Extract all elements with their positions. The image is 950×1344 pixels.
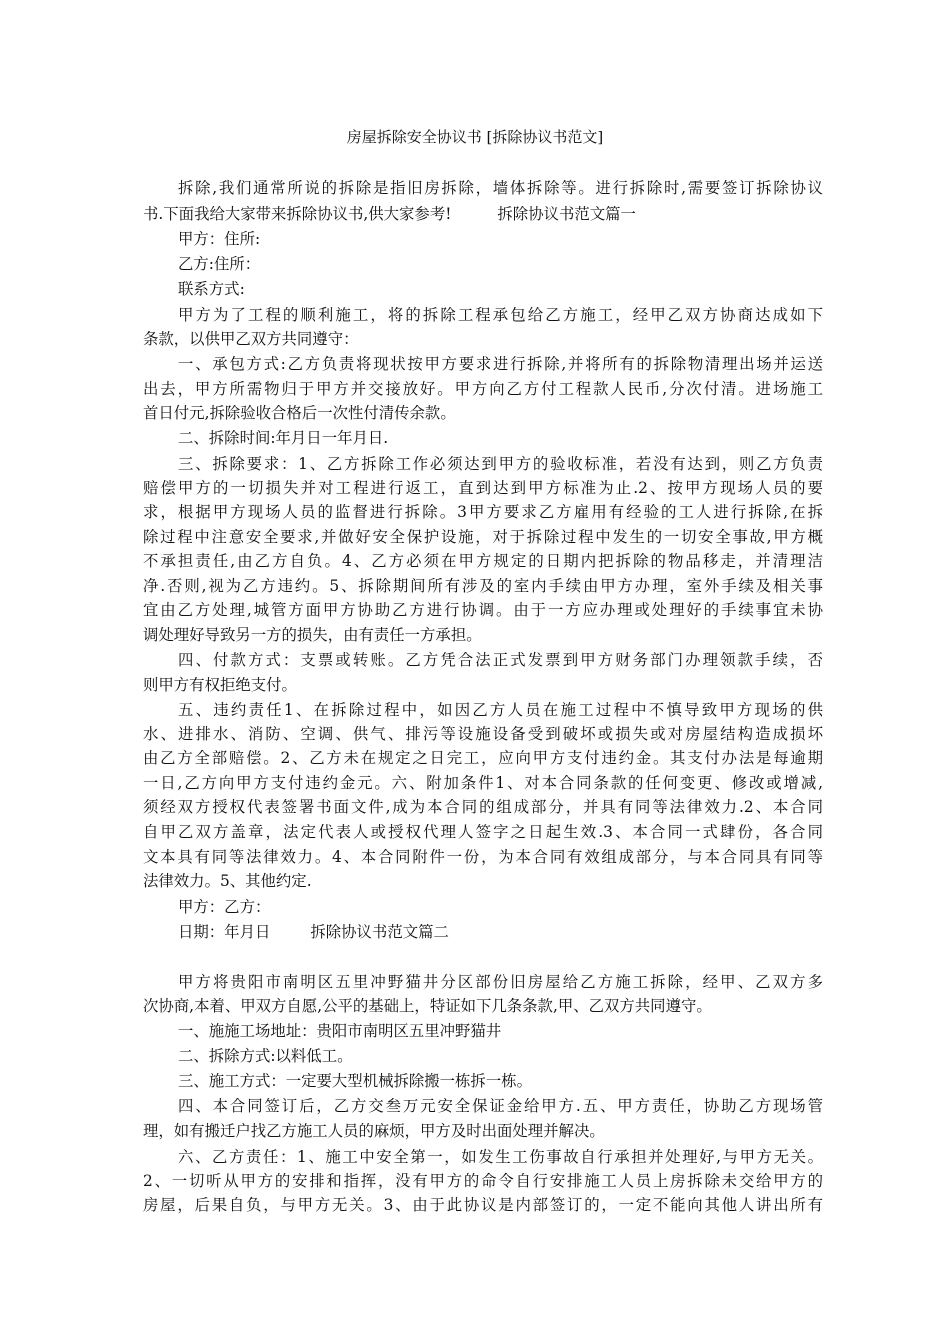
- paragraph-line: 理，如有搬迁户找乙方施工人员的麻烦，甲方及时出面处理并解决。: [143, 1122, 605, 1140]
- paragraph-line: 由乙方全部赔偿。2、乙方未在规定之日完工，应向甲方支付违约金。其支付办法是每逾期: [143, 749, 823, 767]
- paragraph-line: 三、施工方式：一定要大型机械拆除搬一栋拆一栋。: [178, 1072, 532, 1090]
- paragraph-line: 法律效力。5、其他约定.: [143, 872, 312, 890]
- date-text: 日期：年月日: [178, 923, 271, 941]
- paragraph-line: 赔偿甲方的一切损失并对工程进行返工，直到达到甲方标准为止.2、按甲方现场人员的要: [143, 479, 823, 497]
- paragraph-line: 首日付元,拆除验收合格后一次性付清传余款。: [143, 404, 456, 422]
- date-line: [178, 920, 823, 944]
- paragraph-line: 除过程中注意安全要求,并做好安全保护设施，对于拆除过程中发生的一切安全事故,甲方概: [143, 528, 823, 546]
- paragraph-line: 则甲方有权拒绝支付。: [143, 676, 297, 694]
- paragraph-line: 甲方为了工程的顺利施工，将的拆除工程承包给乙方施工，经甲乙双方协商达成如下: [178, 306, 823, 324]
- paragraph-line: 文本具有同等法律效力。4、本合同附件一份，为本合同有效组成部分，与本合同具有同等: [143, 848, 823, 866]
- party-a-line: 甲方：住所:: [178, 230, 261, 248]
- paragraph-line: 三、拆除要求：1、乙方拆除工作必须达到甲方的验收标准，若没有达到，则乙方负责: [178, 455, 823, 473]
- signature-line: 甲方：乙方：: [178, 898, 271, 916]
- paragraph-line: 自甲乙双方盖章，法定代表人或授权代理人签字之日起生效.3、本合同一式肆份，各合同: [143, 823, 823, 841]
- paragraph-line: 一、承包方式:乙方负责将现状按甲方要求进行拆除,并将所有的拆除物清理出场并运送: [178, 355, 823, 373]
- paragraph-line: 出去，甲方所需物归于甲方并交接放好。甲方向乙方付工程款人民币,分次付清。进场施工: [143, 380, 823, 398]
- paragraph-line: 净.否则,视为乙方违约。5、拆除期间所有涉及的室内手续由甲方办理，室外手续及相关事: [143, 577, 823, 595]
- paragraph-line: 求，根据甲方现场人员的监督进行拆除。3甲方要求乙方雇用有经验的工人进行拆除,在拆: [143, 503, 823, 521]
- paragraph-line: 宜由乙方处理,城管方面甲方协助乙方进行协调。由于一方应办理或处理好的手续事宜未协: [143, 601, 823, 619]
- paragraph-line: 甲方将贵阳市南明区五里冲野猫井分区部份旧房屋给乙方施工拆除，经甲、乙双方多: [178, 973, 823, 991]
- paragraph-line: 一日,乙方向甲方支付违约金元。六、附加条件1、对本合同条款的任何变更、修改或增减,: [143, 774, 823, 792]
- paragraph-line: 二、拆除方式:以料低工。: [178, 1047, 353, 1065]
- paragraph-line: 五、违约责任1、在拆除过程中，如因乙方人员在施工过程中不慎导致甲方现场的供: [178, 701, 823, 719]
- paragraph-line: 调处理好导致另一方的损失，由有责任一方承担。: [143, 626, 482, 644]
- paragraph-line: 水、进排水、消防、空调、供气、排污等设施设备受到破坏或损失或对房屋结构造成损坏: [143, 725, 823, 743]
- paragraph-line: 四、本合同签订后，乙方交叁万元安全保证金给甲方.五、甲方责任，协助乙方现场管: [178, 1097, 823, 1115]
- paragraph-line: 须经双方授权代表签署书面文件,成为本合同的组成部分，并具有同等法律效力.2、本合同: [143, 798, 823, 816]
- paragraph-line: 次协商,本着、甲双方自愿,公平的基础上，特证如下几条条款,甲、乙双方共同遵守。: [143, 997, 712, 1015]
- paragraph-line: 不承担责任,由乙方自负。4、乙方必须在甲方规定的日期内把拆除的物品移走，并清理洁: [143, 552, 823, 570]
- paragraph-line: 房屋，后果自负，与甲方无关。3、由于此协议是内部签订的，一定不能向其他人讲出所有: [143, 1196, 823, 1214]
- paragraph-line: 条款，以供甲乙双方共同遵守：: [143, 330, 359, 348]
- contact-line: 联系方式:: [178, 280, 245, 298]
- party-b-line: 乙方:住所：: [178, 255, 261, 273]
- section-heading-1: 拆除协议书范文篇一: [497, 205, 636, 223]
- paragraph-line: 一、施施工场地址：贵阳市南明区五里冲野猫井: [178, 1022, 502, 1040]
- paragraph-line: 2、一切听从甲方的安排和指挥，没有甲方的命令自行安排施工人员上房拆除未交给甲方的: [143, 1172, 823, 1190]
- section-heading-2: 拆除协议书范文篇二: [310, 923, 449, 941]
- paragraph-line: 拆除,我们通常所说的拆除是指旧房拆除，墙体拆除等。进行拆除时,需要签订拆除协议: [178, 179, 823, 197]
- paragraph-line: 二、拆除时间:年月日一年月日.: [178, 429, 389, 447]
- paragraph-line: [143, 202, 823, 226]
- paragraph-text: 书.下面我给大家带来拆除协议书,供大家参考!: [143, 205, 452, 223]
- document-title: 房屋拆除安全协议书 [拆除协议书范文]: [346, 128, 604, 146]
- paragraph-line: 四、付款方式：支票或转账。乙方凭合法正式发票到甲方财务部门办理领款手续，否: [178, 651, 823, 669]
- paragraph-line: 六、乙方责任：1、施工中安全第一，如发生工伤事故自行承担并处理好,与甲方无关。: [178, 1148, 823, 1166]
